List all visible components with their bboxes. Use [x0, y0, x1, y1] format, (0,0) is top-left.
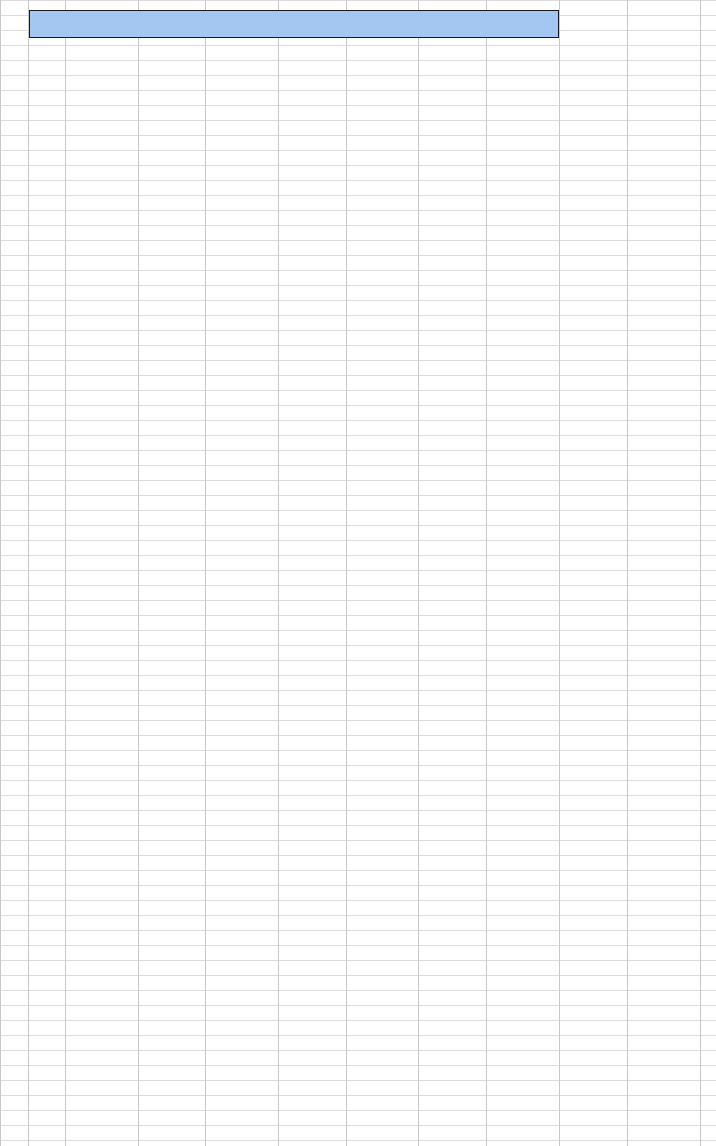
grid-column-line	[28, 0, 29, 1146]
grid-column-line	[205, 0, 206, 1146]
grid-column-line	[418, 0, 419, 1146]
page-title	[29, 10, 559, 38]
grid-column-line	[346, 0, 347, 1146]
grid-column-line	[559, 0, 560, 1146]
grid-column-line	[65, 0, 66, 1146]
grid-column-line	[138, 0, 139, 1146]
grid-column-line	[627, 0, 628, 1146]
grid-column-line	[700, 0, 701, 1146]
grid-column-line	[278, 0, 279, 1146]
grid-column-line	[486, 0, 487, 1146]
